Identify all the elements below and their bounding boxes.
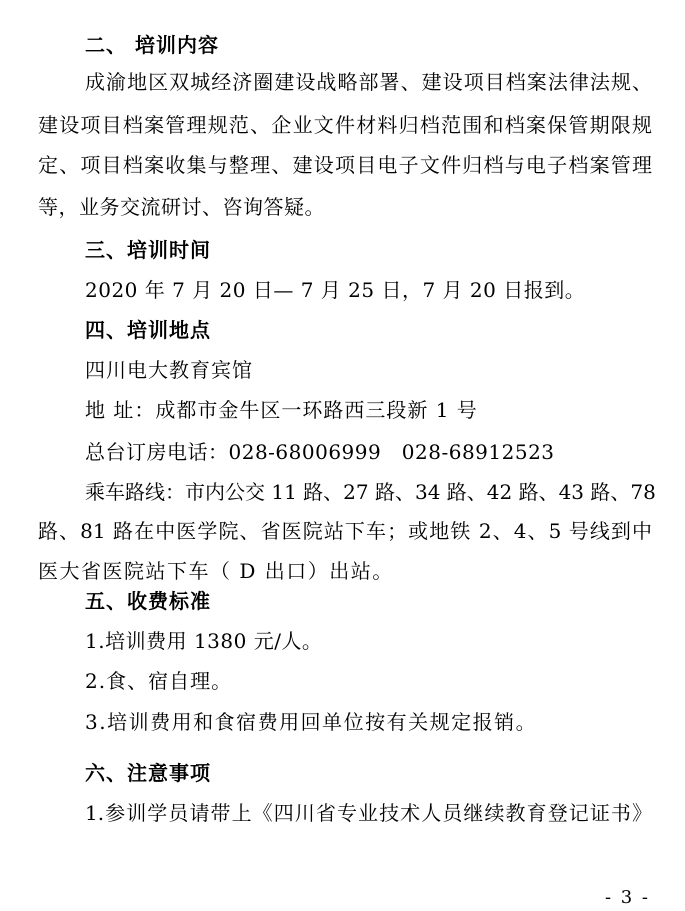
- section-heading-training-time: 三、培训时间: [85, 238, 211, 262]
- transport-route-line: 乘车路线：市内公交 11 路、27 路、34 路、42 路、43 路、78: [85, 480, 656, 504]
- venue-name: 四川电大教育宾馆: [85, 358, 253, 382]
- paragraph-line: 成渝地区双城经济圈建设战略部署、建设项目档案法律法规、: [85, 70, 652, 94]
- training-date-line: 2020 年 7 月 20 日— 7 月 25 日，7 月 20 日报到。: [85, 278, 586, 302]
- section-heading-training-content: 二、 培训内容: [85, 33, 219, 57]
- section-heading-notes: 六、注意事项: [85, 761, 211, 785]
- section-heading-fees: 五、收费标准: [85, 589, 211, 613]
- transport-route-line: 路、81 路在中医学院、省医院站下车；或地铁 2、4、5 号线到中: [38, 519, 652, 543]
- section-heading-training-location: 四、培训地点: [85, 318, 211, 342]
- transport-route-line: 医大省医院站下车（ D 出口）出站。: [38, 559, 394, 583]
- paragraph-line: 建设项目档案管理规范、企业文件材料归档范围和档案保管期限规: [38, 113, 652, 137]
- paragraph-line: 定、项目档案收集与整理、建设项目电子文件归档与电子档案管理: [38, 153, 652, 177]
- fee-item: 2.食、宿自理。: [85, 669, 233, 693]
- fee-item: 1.培训费用 1380 元/人。: [85, 629, 323, 653]
- fee-item: 3.培训费用和食宿费用回单位按有关规定报销。: [85, 710, 538, 734]
- paragraph-line: 等，业务交流研讨、咨询答疑。: [38, 195, 325, 219]
- note-item: 1.参训学员请带上《四川省专业技术人员继续教育登记证书》: [85, 801, 652, 825]
- booking-phone: 总台订房电话：028-68006999 028-68912523: [85, 440, 555, 464]
- venue-address: 地 址：成都市金牛区一环路西三段新 1 号: [85, 398, 478, 422]
- page-number: - 3 -: [604, 887, 650, 908]
